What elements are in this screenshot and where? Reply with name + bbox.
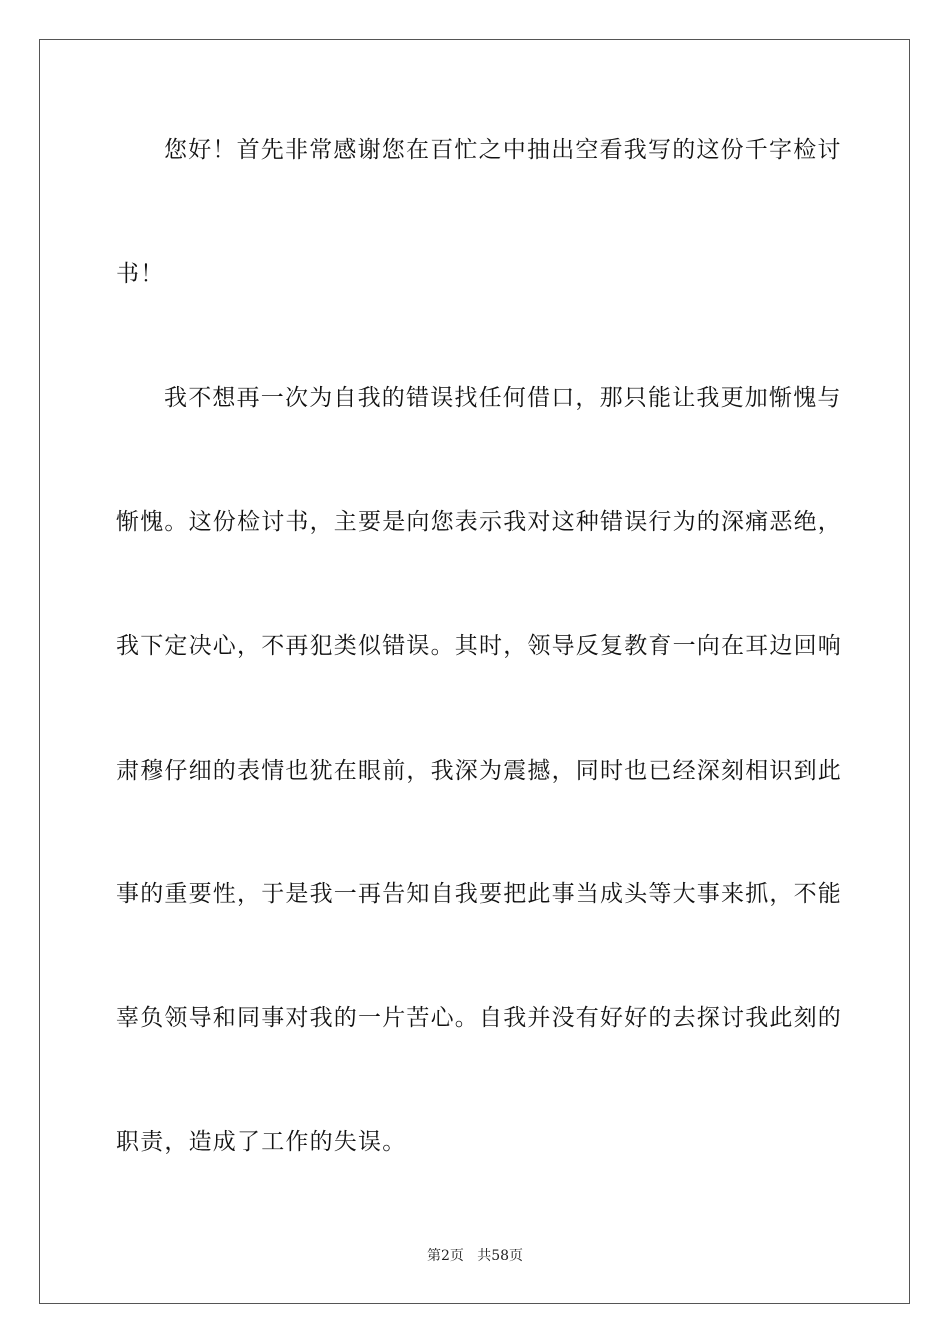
paragraph-2-line-7: 职责，造成了工作的失误。 <box>116 1129 407 1155</box>
paragraph-1-line-2: 书！ <box>116 261 165 287</box>
paragraph-2-line-4: 肃穆仔细的表情也犹在眼前，我深为震撼，同时也已经深刻相识到此 <box>116 758 842 784</box>
page-number-footer: 第2页 共58页 <box>426 1248 524 1264</box>
paragraph-2-line-1: 我不想再一次为自我的错误找任何借口，那只能让我更加惭愧与 <box>164 385 842 411</box>
paragraph-1-line-1: 您好！首先非常感谢您在百忙之中抽出空看我写的这份千字检讨 <box>164 137 842 163</box>
page-border <box>39 39 910 1304</box>
paragraph-2-line-6: 辜负领导和同事对我的一片苦心。自我并没有好好的去探讨我此刻的 <box>116 1005 842 1031</box>
paragraph-2-line-2: 惭愧。这份检讨书，主要是向您表示我对这种错误行为的深痛恶绝， <box>116 509 842 535</box>
paragraph-2-line-3: 我下定决心，不再犯类似错误。其时，领导反复教育一向在耳边回响 <box>116 633 842 659</box>
paragraph-2-line-5: 事的重要性，于是我一再告知自我要把此事当成头等大事来抓，不能 <box>116 881 842 907</box>
